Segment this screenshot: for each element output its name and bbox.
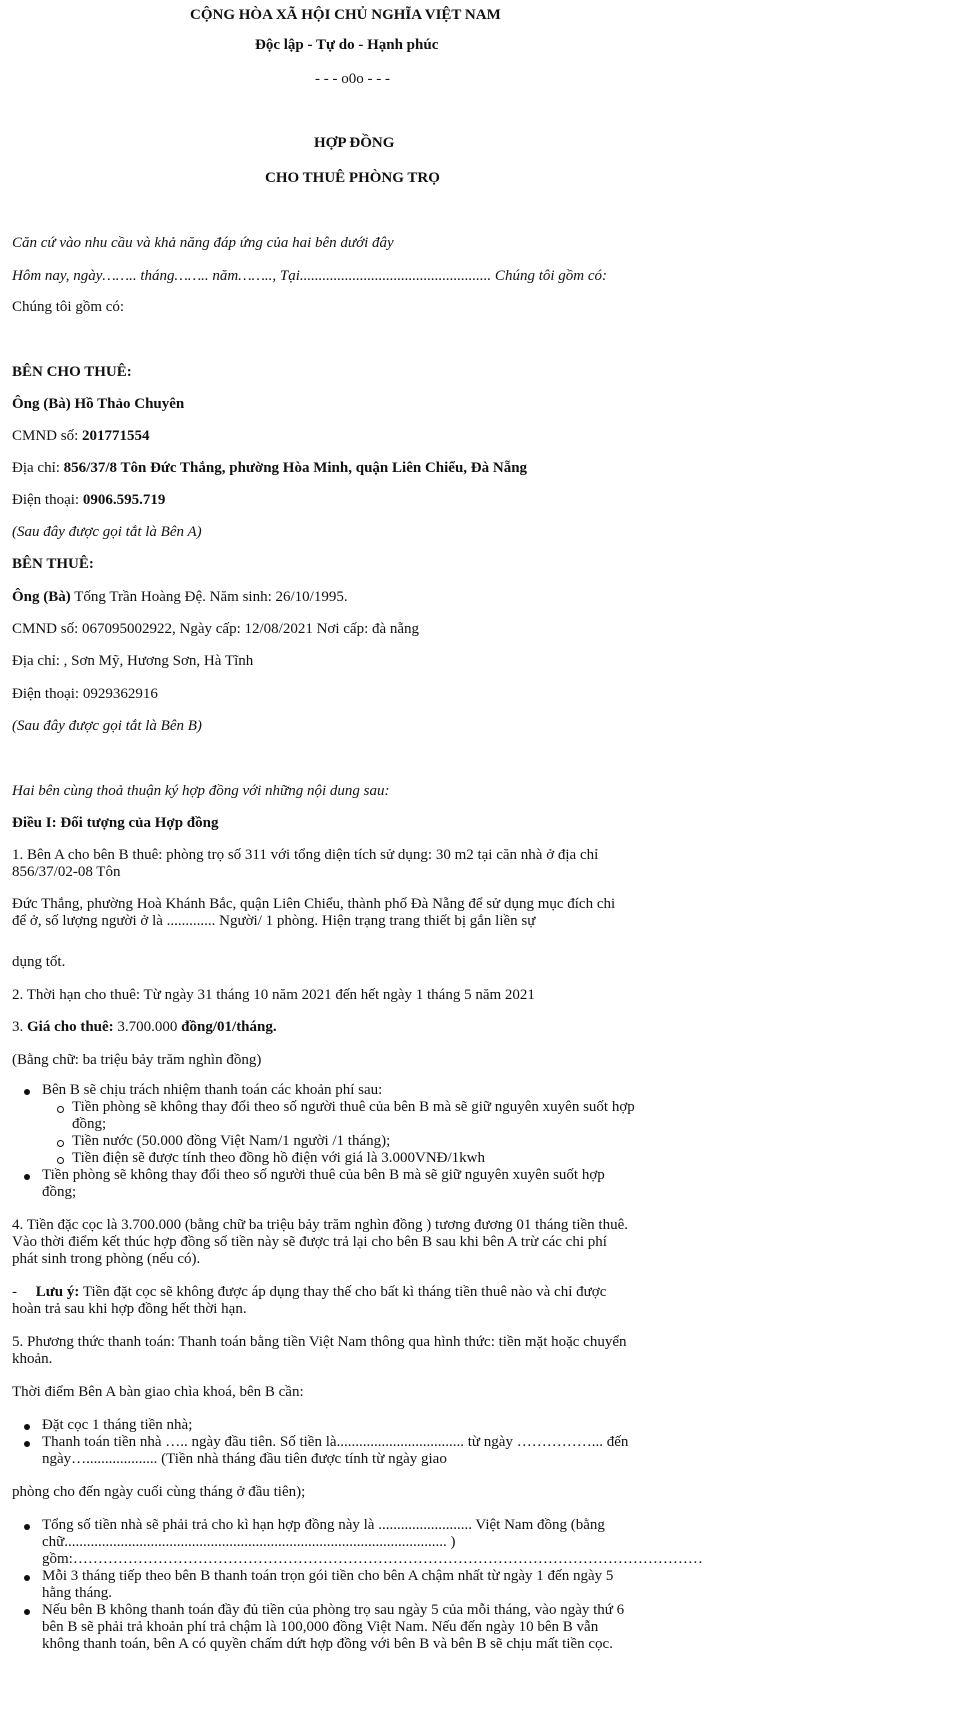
handover-item-2-line-2: ngày…................... (Tiền nhà tháng đầu tiên được tính từ ngày giao xyxy=(42,1451,447,1467)
date-place-line: Hôm nay, ngày…….. tháng…….. năm…….., Tại................................................... Chúng tôi gồm có: xyxy=(12,268,608,284)
fee-1-line-2: đồng; xyxy=(72,1116,107,1132)
clause-4-line-2: Vào thời điểm kết thúc hợp đồng số tiền này sẽ được trả lại cho bên B sau khi bên A trừ các chi phí xyxy=(12,1234,607,1250)
party-a-id-label: CMND số: xyxy=(12,428,83,444)
clause-1-line-2: 856/37/02-08 Tôn xyxy=(12,864,121,880)
late-fee-line-1: Nếu bên B không thanh toán đầy đủ tiền của phòng trọ sau ngày 5 của mỗi tháng, vào ngày thứ 6 xyxy=(42,1602,625,1618)
handover-continuation: phòng cho đến ngày cuối cùng tháng ở đầu tiên); xyxy=(12,1484,306,1500)
party-b-alias: (Sau đây được gọi tắt là Bên B) xyxy=(12,718,202,734)
clause-5-line-1: 5. Phương thức thanh toán: Thanh toán bằng tiền Việt Nam thông qua hình thức: tiền mặt hoặc chuyển xyxy=(12,1334,627,1350)
clause-3-value: 3.700.000 xyxy=(113,1019,182,1035)
party-a-alias: (Sau đây được gọi tắt là Bên A) xyxy=(12,524,202,540)
clause-3-label: Giá cho thuê: xyxy=(27,1019,114,1035)
sub-bullet-icon xyxy=(57,1157,64,1164)
national-motto: Độc lập - Tự do - Hạnh phúc xyxy=(255,37,439,53)
handover-text: Thời điểm Bên A bàn giao chìa khoá, bên B cần: xyxy=(12,1384,304,1400)
we-are-text: Chúng tôi gồm có: xyxy=(12,299,125,315)
schedule-line-2: hằng tháng. xyxy=(42,1585,112,1601)
clause-4-line-3: phát sinh trong phòng (nếu có). xyxy=(12,1251,201,1267)
total-line-3: gồm:……………………………………………………………………………………………………………… xyxy=(42,1551,703,1567)
clause-1-line-4: để ở, số lượng người ở là ............. Người/ 1 phòng. Hiện trạng trang thiết bị gắn liền sự xyxy=(12,913,536,929)
clause-5-line-2: khoản. xyxy=(12,1351,53,1367)
party-a-id xyxy=(12,428,150,445)
deposit-note-label: Lưu ý: xyxy=(35,1284,80,1300)
clause-3-words: (Bằng chữ: ba triệu bảy trăm nghìn đồng) xyxy=(12,1052,262,1068)
clause-1-line-3: Đức Thắng, phường Hoà Khánh Bắc, quận Liên Chiểu, thành phố Đà Nẵng để sử dụng mục đích chi xyxy=(12,896,616,912)
contract-title: HỢP ĐỒNG xyxy=(314,135,395,151)
party-a-address-value: 856/37/8 Tôn Đức Thắng, phường Hòa Minh, quận Liên Chiểu, Đà Nẵng xyxy=(63,460,528,476)
late-fee-line-3: không thanh toán, bên A có quyền chấm dứt hợp đồng với bên B và bên B sẽ chịu mất tiền cọc. xyxy=(42,1636,613,1652)
agreement-intro: Hai bên cùng thoả thuận ký hợp đồng với những nội dung sau: xyxy=(12,783,390,799)
party-b-address: Địa chỉ: , Sơn Mỹ, Hương Sơn, Hà Tĩnh xyxy=(12,653,254,669)
sub-bullet-icon xyxy=(57,1106,64,1113)
clause-1-line-5: dụng tốt. xyxy=(12,954,66,970)
fees-heading: Bên B sẽ chịu trách nhiệm thanh toán các khoản phí sau: xyxy=(42,1082,383,1098)
deposit-note-text: Tiền đặt cọc sẽ không được áp dụng thay thế cho bất kì tháng tiền thuê nào và chỉ được xyxy=(79,1284,607,1300)
handover-item-2-line-1: Thanh toán tiền nhà ….. ngày đầu tiên. Số tiền là.................................. từ ngày ……………... đến xyxy=(42,1434,629,1450)
fee-1-line-1: Tiền phòng sẽ không thay đổi theo số người thuê của bên B mà sẽ giữ nguyên xuyên suốt hợp xyxy=(72,1099,635,1115)
sub-bullet-icon xyxy=(57,1140,64,1147)
clause-3-prefix: 3. xyxy=(12,1019,27,1035)
clause-3 xyxy=(12,1019,277,1036)
deposit-note-line-2: hoàn trả sau khi hợp đồng hết thời hạn. xyxy=(12,1301,247,1317)
bullet-icon xyxy=(24,1524,30,1530)
party-a-id-value: 201771554 xyxy=(82,428,150,444)
party-a-phone xyxy=(12,492,165,509)
contract-subtitle: CHO THUÊ PHÒNG TRỌ xyxy=(265,170,440,186)
total-line-1: Tổng số tiền nhà sẽ phải trả cho kì hạn hợp đồng này là ......................... Việt Nam đồng (bằng xyxy=(42,1517,605,1533)
bullet-icon xyxy=(24,1174,30,1180)
party-a-phone-label: Điện thoại: xyxy=(12,492,83,508)
clause-3-unit: đồng/01/tháng. xyxy=(181,1019,277,1035)
basis-text: Căn cứ vào nhu cầu và khả năng đáp ứng của hai bên dưới đây xyxy=(12,235,394,251)
schedule-line-1: Mỗi 3 tháng tiếp theo bên B thanh toán trọn gói tiền cho bên A chậm nhất từ ngày 1 đến ngày 5 xyxy=(42,1568,614,1584)
party-b-heading: BÊN THUÊ: xyxy=(12,556,94,572)
party-a-address xyxy=(12,460,527,477)
late-fee-line-2: bên B sẽ phải trả khoản phí trả chậm là 100,000 đồng Việt Nam. Nếu đến ngày 10 bên B vẫn xyxy=(42,1619,599,1635)
article-1-heading: Điều I: Đối tượng của Hợp đồng xyxy=(12,815,219,831)
party-a-heading: BÊN CHO THUÊ: xyxy=(12,364,132,380)
fee-note-line-1: Tiền phòng sẽ không thay đổi theo số người thuê của bên B mà sẽ giữ nguyên xuyên suốt hợp xyxy=(42,1167,605,1183)
bullet-icon xyxy=(24,1424,30,1430)
handover-item-1: Đặt cọc 1 tháng tiền nhà; xyxy=(42,1417,193,1433)
party-a-phone-value: 0906.595.719 xyxy=(82,492,166,508)
bullet-icon xyxy=(24,1609,30,1615)
clause-1-line-1: 1. Bên A cho bên B thuê: phòng trọ số 311 với tổng diện tích sử dụng: 30 m2 tại căn nhà ở địa chỉ xyxy=(12,847,599,863)
party-b-name-label: Ông (Bà) xyxy=(12,589,71,605)
party-b-id: CMND số: 067095002922, Ngày cấp: 12/08/2021 Nơi cấp: đà nẵng xyxy=(12,621,420,637)
clause-2: 2. Thời hạn cho thuê: Từ ngày 31 tháng 10 năm 2021 đến hết ngày 1 tháng 5 năm 2021 xyxy=(12,987,535,1003)
clause-4-line-1: 4. Tiền đặc cọc là 3.700.000 (bằng chữ ba triệu bảy trăm nghìn đồng ) tương đương 01 tháng tiền thuê. xyxy=(12,1217,628,1233)
party-b-phone: Điện thoại: 0929362916 xyxy=(12,686,158,702)
fee-note-line-2: đồng; xyxy=(42,1184,77,1200)
party-a-name: Ông (Bà) Hồ Thảo Chuyên xyxy=(12,396,185,412)
header-separator: - - - o0o - - - xyxy=(315,71,390,87)
party-a-address-label: Địa chỉ: xyxy=(12,460,64,476)
party-b-name xyxy=(12,589,348,606)
bullet-icon xyxy=(24,1575,30,1581)
bullet-icon xyxy=(24,1089,30,1095)
party-b-name-value: Tống Trần Hoàng Đệ. Năm sinh: 26/10/1995. xyxy=(70,589,348,605)
fee-2: Tiền nước (50.000 đồng Việt Nam/1 người /1 tháng); xyxy=(72,1133,391,1149)
bullet-icon xyxy=(24,1441,30,1447)
fee-3: Tiền điện sẽ được tính theo đồng hồ điện với giá là 3.000VNĐ/1kwh xyxy=(72,1150,485,1166)
country-name: CỘNG HÒA XÃ HỘI CHỦ NGHĨA VIỆT NAM xyxy=(190,7,501,23)
total-line-2: chữ...................................................................................................... ) xyxy=(42,1534,456,1550)
deposit-note-line-1: - Lưu ý: Tiền đặt cọc sẽ không được áp dụng thay thế cho bất kì tháng tiền thuê nào và chỉ được xyxy=(12,1284,607,1300)
